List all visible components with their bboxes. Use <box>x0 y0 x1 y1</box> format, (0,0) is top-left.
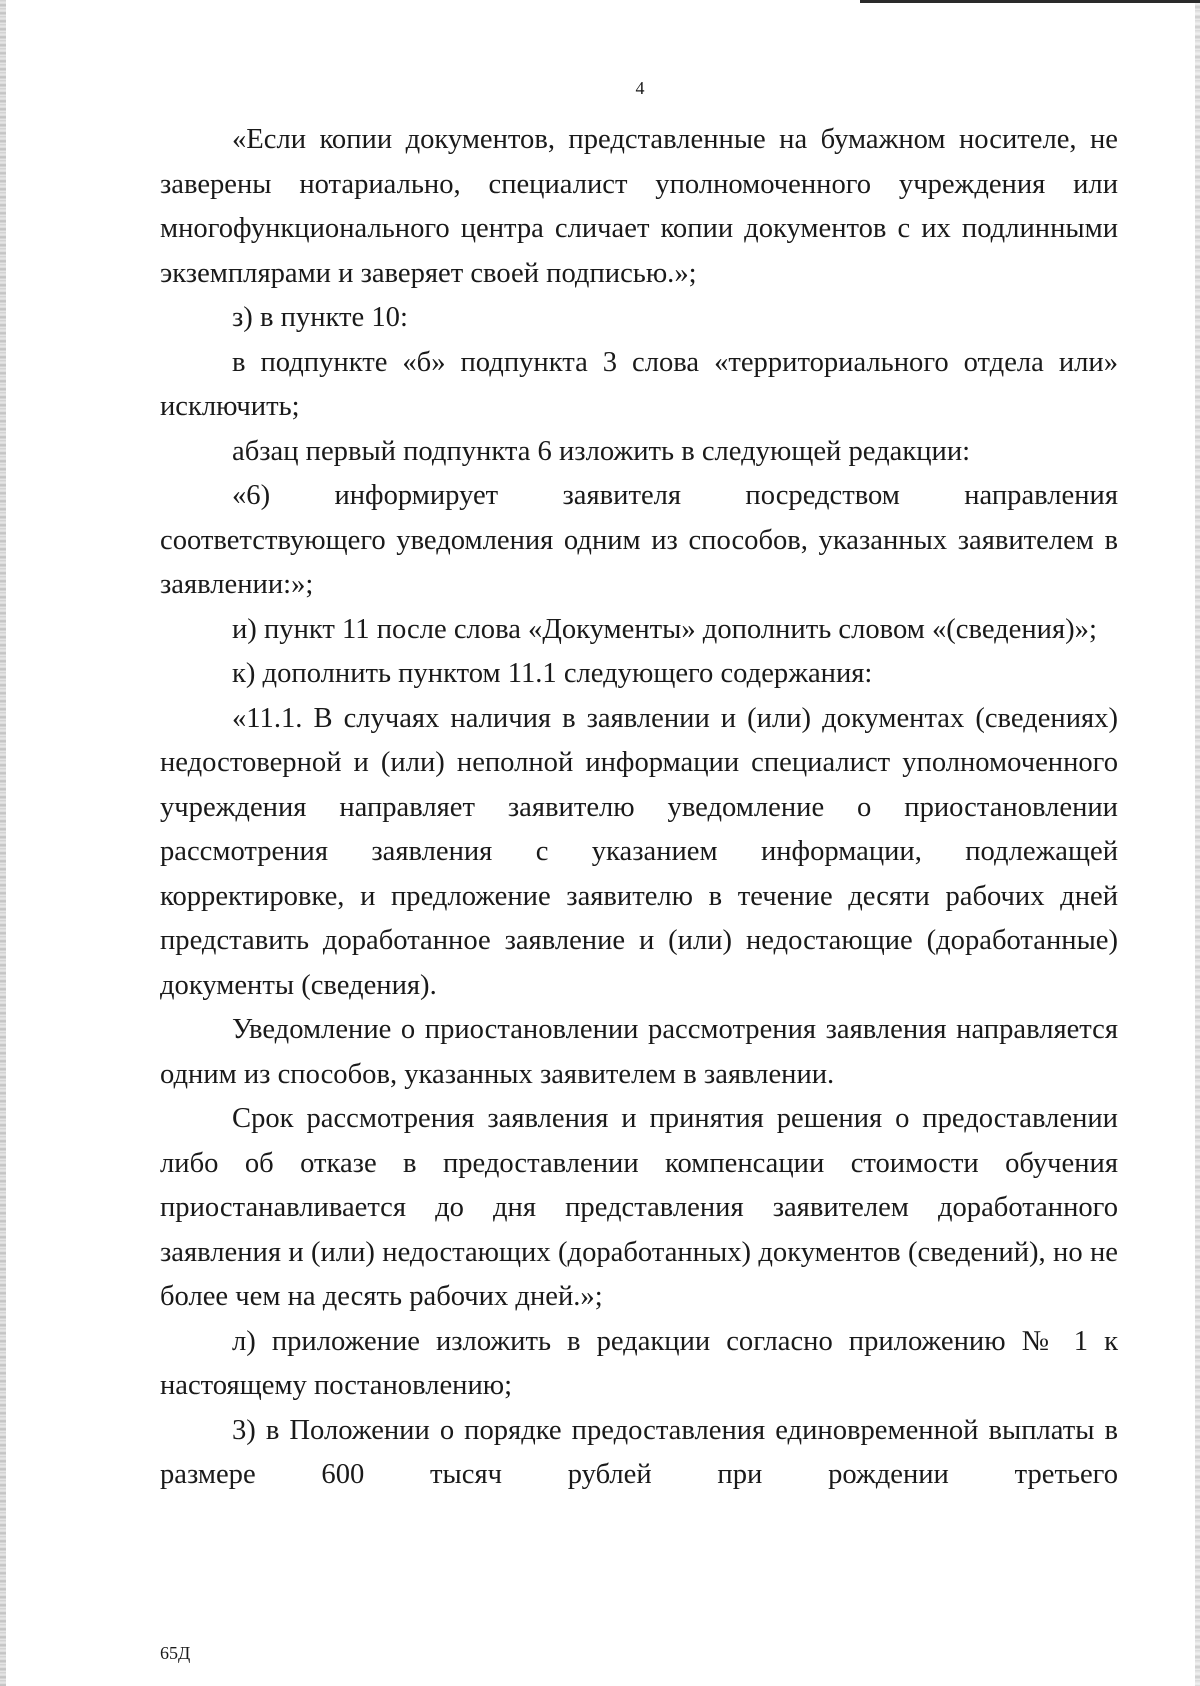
scan-edge-left <box>0 0 6 1686</box>
paragraph: з) в пункте 10: <box>232 302 408 333</box>
footer-code: 65Д <box>160 1643 191 1663</box>
paragraph: «11.1. В случаях наличия в заявлении и (или) документах (сведениях) недостоверной и (или) неполной информации специалист уполномоченного учреждения направляет заявителю уведомление о приостановлении рассмотрения заявления с указанием информации, подлежащей корректировке, и предложение заявителю в течение десяти рабочих дней представить доработанное заявление и (или) недостающие (доработанные) документы (сведения). <box>160 702 1118 1001</box>
paragraph: к) дополнить пунктом 11.1 следующего содержания: <box>232 658 873 689</box>
paragraph-last: 3) в Положении о порядке предоставления единовременной выплаты в размере 600 тысяч рублей при рождении третьего <box>160 1414 1118 1490</box>
paragraph: в подпункте «б» подпункта 3 слова «территориального отдела или» исключить; <box>160 346 1118 422</box>
scan-edge-right <box>1195 0 1200 1686</box>
paragraph: л) приложение изложить в редакции согласно приложению № 1 к настоящему постановлению; <box>160 1325 1118 1401</box>
paragraph: и) пункт 11 после слова «Документы» дополнить словом «(сведения)»; <box>232 613 1097 645</box>
paragraph: «Если копии документов, представленные на бумажном носителе, не заверены нотариально, специалист уполномоченного учреждения или многофункционального центра сличает копии документов с их подлинными экземплярами и заверяет своей подписью.»; <box>160 124 1118 289</box>
document-body <box>160 118 1118 1498</box>
scan-edge-top <box>860 0 1200 3</box>
paragraph: абзац первый подпункта 6 изложить в следующей редакции: <box>232 435 971 467</box>
page-number: 4 <box>635 78 645 98</box>
paragraph: Уведомление о приостановлении рассмотрения заявления направляется одним из способов, указанных заявителем в заявлении. <box>160 1014 1118 1090</box>
paragraph: «6) информирует заявителя посредством направления соответствующего уведомления одним из способов, указанных заявителем в заявлении:»; <box>160 480 1118 600</box>
paragraph: Срок рассмотрения заявления и принятия решения о предоставлении либо об отказе в предоставлении компенсации стоимости обучения приостанавливается до дня представления заявителем доработанного заявления и (или) недостающих (доработанных) документов (сведений), но не более чем на десять рабочих дней.»; <box>160 1103 1118 1312</box>
